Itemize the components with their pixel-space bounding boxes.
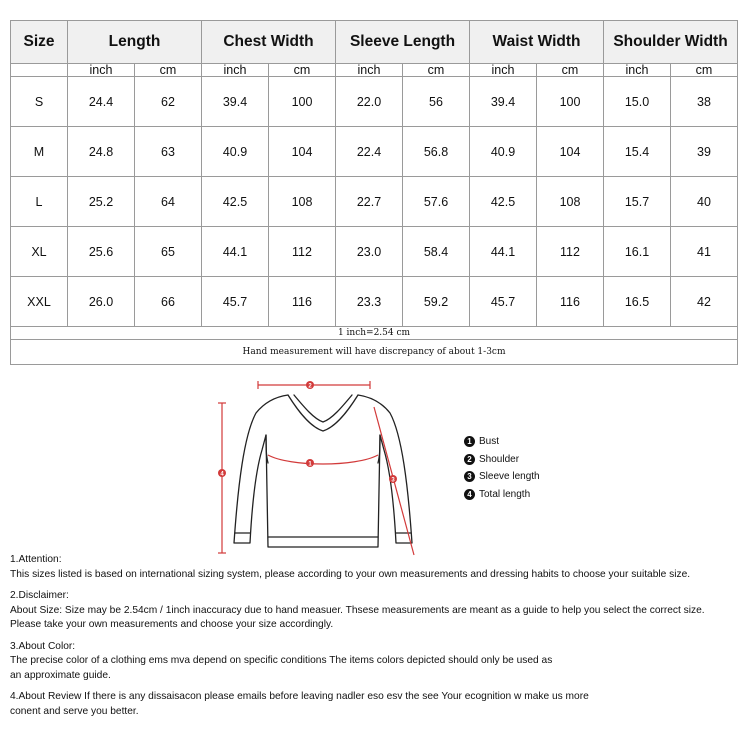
conversion-note: 1 inch=2.54 cm [11, 327, 738, 340]
measurement-cell: 40 [671, 177, 738, 227]
legend-number: 1 [464, 436, 475, 447]
notes-section [10, 553, 745, 726]
table-row [11, 277, 738, 327]
legend-label: Shoulder [479, 453, 520, 465]
measurement-cell: 23.3 [336, 277, 403, 327]
size-label-cell: M [11, 127, 68, 177]
note-line: an approximate guide. [10, 669, 111, 681]
measurement-cell: 40.9 [470, 127, 537, 177]
note-line: The precise color of a clothing ems mva depend on specific conditions The items colors depicted should only be used as [10, 655, 553, 666]
measurement-cell: 64 [135, 177, 202, 227]
measurement-cell: 42.5 [202, 177, 269, 227]
table-row [11, 177, 738, 227]
note-title: 2.Disclaimer: [10, 590, 69, 601]
sweater-outline [234, 395, 412, 547]
note-block [10, 640, 745, 684]
measurement-cell: 15.0 [604, 77, 671, 127]
measurement-cell: 65 [135, 227, 202, 277]
unit-inch: inch [470, 64, 537, 77]
note-line: This sizes listed is based on international sizing system, please according to your own measurements and dressing habits to choose your suitable size. [10, 568, 691, 580]
measurement-cell: 16.5 [604, 277, 671, 327]
measurement-cell: 24.8 [68, 127, 135, 177]
unit-inch: inch [68, 64, 135, 77]
measurement-cell: 23.0 [336, 227, 403, 277]
unit-inch: inch [336, 64, 403, 77]
legend-number: 4 [464, 489, 475, 500]
measurement-cell: 39 [671, 127, 738, 177]
measurement-cell: 58.4 [403, 227, 470, 277]
measurement-cell: 100 [537, 77, 604, 127]
note-block [10, 553, 745, 582]
measurement-cell: 42 [671, 277, 738, 327]
note-title: 1.Attention: [10, 554, 62, 565]
measurement-cell: 100 [269, 77, 336, 127]
table-row [11, 127, 738, 177]
measurement-cell: 25.6 [68, 227, 135, 277]
measurement-cell: 42.5 [470, 177, 537, 227]
marker-shoulder-label: 2 [308, 383, 312, 390]
size-label-cell: XL [11, 227, 68, 277]
measurement-cell: 16.1 [604, 227, 671, 277]
legend-item-sleeve-length [464, 468, 540, 486]
header-size: Size [11, 21, 68, 64]
header-waist-width: Waist Width [470, 21, 604, 64]
unit-cm: cm [135, 64, 202, 77]
measurement-cell: 44.1 [202, 227, 269, 277]
size-rows [11, 77, 738, 327]
header-length: Length [68, 21, 202, 64]
conversion-note-row [11, 327, 738, 340]
measurement-cell: 39.4 [470, 77, 537, 127]
note-line: conent and serve you better. [10, 705, 139, 717]
measurement-cell: 112 [269, 227, 336, 277]
measurement-note: Hand measurement will have discrepancy of about 1-3cm [11, 340, 738, 365]
measurement-cell: 39.4 [202, 77, 269, 127]
legend-item-shoulder [464, 451, 540, 469]
table-header-row [11, 21, 738, 64]
measurement-cell: 108 [269, 177, 336, 227]
measurement-cell: 63 [135, 127, 202, 177]
legend-number: 2 [464, 454, 475, 465]
measurement-cell: 108 [537, 177, 604, 227]
note-line: Please take your own measurements and choose your size accordingly. [10, 619, 334, 630]
measurement-note-row [11, 340, 738, 365]
measurement-cell: 62 [135, 77, 202, 127]
marker-bust-label: 1 [308, 461, 312, 468]
diagram-legend [464, 433, 540, 503]
measurement-cell: 24.4 [68, 77, 135, 127]
measurement-cell: 22.0 [336, 77, 403, 127]
note-line: About Size: Size may be 2.54cm / 1inch inaccuracy due to hand measuer. Thsese measurements are meant as a guide to help you select the correct size. [10, 604, 705, 616]
header-sleeve-length: Sleeve Length [336, 21, 470, 64]
measurement-cell: 22.7 [336, 177, 403, 227]
unit-cm: cm [269, 64, 336, 77]
measurement-cell: 15.7 [604, 177, 671, 227]
measurement-cell: 59.2 [403, 277, 470, 327]
size-chart-table [10, 20, 738, 365]
legend-label: Total length [479, 488, 531, 500]
legend-item-bust [464, 433, 540, 451]
unit-cm: cm [671, 64, 738, 77]
legend-number: 3 [464, 471, 475, 482]
measurement-markers [218, 381, 397, 484]
measurement-cell: 44.1 [470, 227, 537, 277]
measurement-cell: 104 [537, 127, 604, 177]
legend-item-total-length [464, 486, 540, 504]
measurement-cell: 57.6 [403, 177, 470, 227]
legend-label: Bust [479, 436, 500, 448]
size-label-cell: S [11, 77, 68, 127]
measurement-cell: 45.7 [470, 277, 537, 327]
header-chest-width: Chest Width [202, 21, 336, 64]
size-label-cell: XXL [11, 277, 68, 327]
measurement-cell: 38 [671, 77, 738, 127]
bust-measure-line [268, 455, 378, 464]
unit-inch: inch [202, 64, 269, 77]
measurement-cell: 104 [269, 127, 336, 177]
note-line: 4.About Review If there is any dissaisacon please emails before leaving nadler eso esv the see Your ecognition w make us more [10, 691, 589, 702]
unit-cm: cm [537, 64, 604, 77]
unit-inch: inch [604, 64, 671, 77]
table-row [11, 77, 738, 127]
measurement-cell: 56 [403, 77, 470, 127]
units-empty-cell [11, 64, 68, 77]
units-row [11, 64, 738, 77]
measurement-cell: 26.0 [68, 277, 135, 327]
unit-cm: cm [403, 64, 470, 77]
sweater-diagram [210, 375, 440, 565]
measurement-cell: 56.8 [403, 127, 470, 177]
marker-sleeve-length-label: 3 [391, 477, 395, 484]
measurement-cell: 15.4 [604, 127, 671, 177]
measurement-cell: 112 [537, 227, 604, 277]
measurement-cell: 116 [269, 277, 336, 327]
measurement-cell: 41 [671, 227, 738, 277]
measurement-cell: 116 [537, 277, 604, 327]
measurement-cell: 66 [135, 277, 202, 327]
measurement-cell: 25.2 [68, 177, 135, 227]
measurement-cell: 22.4 [336, 127, 403, 177]
note-block [10, 690, 745, 719]
measurement-cell: 40.9 [202, 127, 269, 177]
table-row [11, 227, 738, 277]
marker-total-length-label: 4 [220, 471, 224, 478]
size-label-cell: L [11, 177, 68, 227]
legend-label: Sleeve length [479, 471, 540, 483]
note-title: 3.About Color: [10, 640, 76, 652]
header-shoulder-width: Shoulder Width [604, 21, 738, 64]
note-block [10, 589, 745, 633]
measurement-cell: 45.7 [202, 277, 269, 327]
